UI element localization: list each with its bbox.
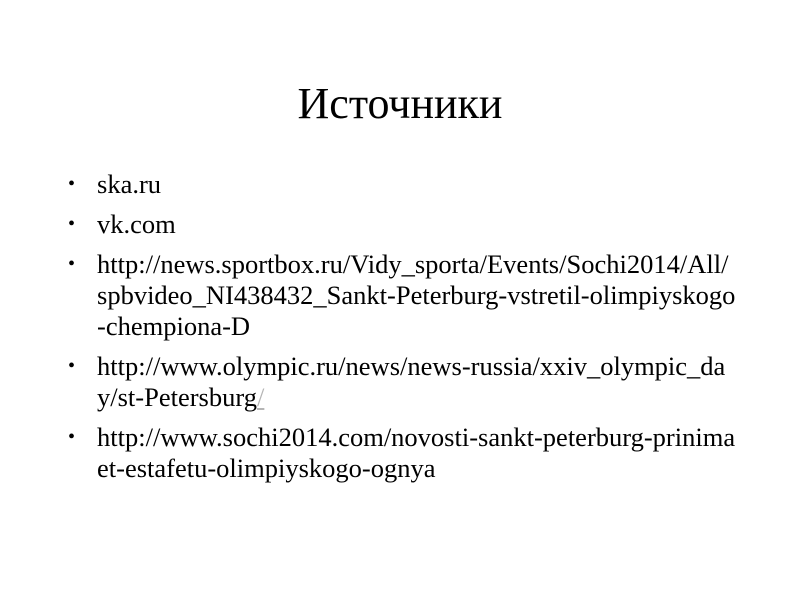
link-tail[interactable]: / (256, 382, 265, 412)
bullet-icon: • (68, 173, 76, 195)
bullet-icon: • (68, 426, 76, 448)
list-item (68, 351, 737, 413)
list-item (68, 169, 737, 200)
sources-list (68, 169, 737, 493)
bullet-icon: • (68, 355, 76, 377)
source-text: http://www.sochi2014.com/novosti-sankt-peterburg-prinimaet-estafetu-olimpiyskogo-ognya (97, 422, 736, 483)
list-item (68, 209, 737, 240)
list-item (68, 249, 737, 342)
bullet-icon: • (68, 213, 76, 235)
source-text: vk.com (97, 209, 176, 239)
list-item (68, 422, 737, 484)
source-text: http://news.sportbox.ru/Vidy_sporta/Events/Sochi2014/All/spbvideo_NI438432_Sankt-Peterburg-vstretil-olimpiyskogo-chempiona-D (97, 249, 736, 341)
slide-title: Источники (297, 79, 503, 128)
source-text: ska.ru (97, 169, 162, 199)
source-text: http://www.olympic.ru/news/news-russia/xxiv_olympic_day/st-Petersburg (97, 351, 726, 412)
bullet-icon: • (68, 253, 76, 275)
